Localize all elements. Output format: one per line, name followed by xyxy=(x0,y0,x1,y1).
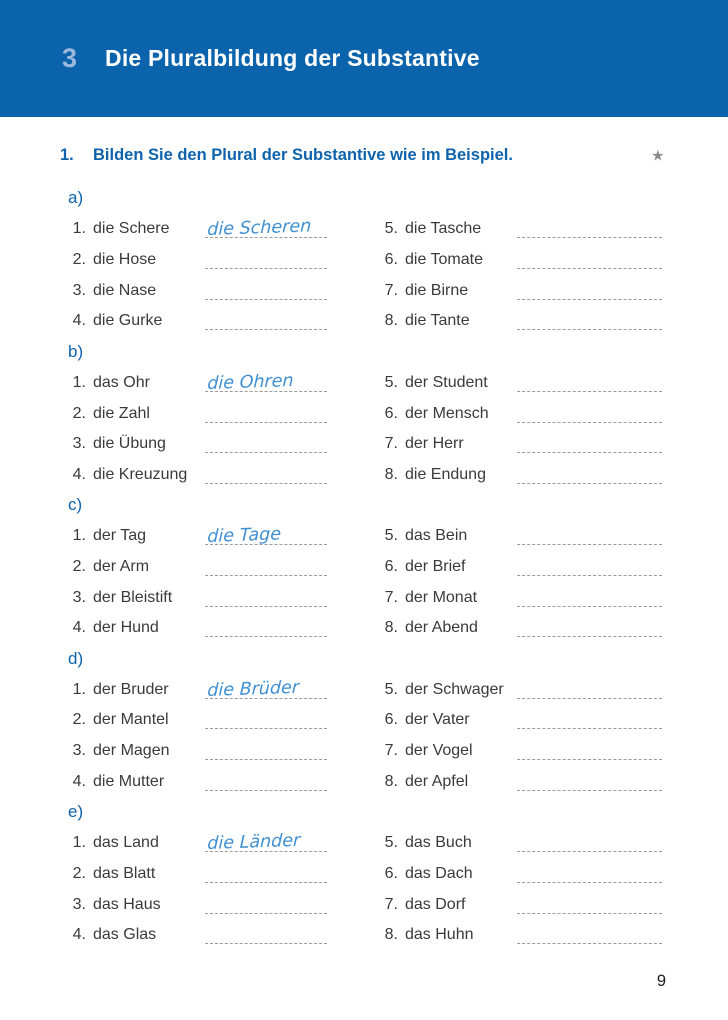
item-term: das Ohr xyxy=(93,373,150,391)
exercise-item xyxy=(372,613,662,644)
exercise-item xyxy=(60,551,327,582)
handwritten-answer: die Scheren xyxy=(207,216,312,241)
answer-blank-line xyxy=(517,581,662,607)
item-term: das Huhn xyxy=(405,926,474,944)
answer-blank-line xyxy=(517,243,662,269)
item-number: 8. xyxy=(384,465,398,483)
exercise-item xyxy=(60,613,327,644)
item-term: die Endung xyxy=(405,465,486,483)
item-term: die Birne xyxy=(405,281,469,299)
item-number: 2. xyxy=(72,711,86,729)
section-label: e) xyxy=(68,802,84,822)
item-number: 4. xyxy=(72,312,86,330)
item-term: der Mensch xyxy=(405,404,489,422)
exercise-item xyxy=(60,275,327,306)
item-number: 4. xyxy=(72,772,86,790)
item-term: die Hose xyxy=(93,251,157,269)
handwritten-answer: die Ohren xyxy=(207,370,294,394)
item-number: 4. xyxy=(72,465,86,483)
item-number: 1. xyxy=(72,680,86,698)
handwritten-answer: die Länder xyxy=(207,830,301,855)
answer-blank-line xyxy=(517,857,662,883)
difficulty-star-icon: ★ xyxy=(651,146,665,165)
item-number: 4. xyxy=(72,926,86,944)
item-term: die Kreuzung xyxy=(93,465,188,483)
answer-blank-line xyxy=(517,734,662,760)
item-term: der Brief xyxy=(405,557,466,575)
item-term: die Gurke xyxy=(93,312,163,330)
exercise-item xyxy=(372,735,662,766)
item-term: das Land xyxy=(93,834,159,852)
item-term: der Tag xyxy=(93,527,147,545)
item-term: das Blatt xyxy=(93,864,156,882)
exercise-item xyxy=(60,705,327,736)
item-term: der Bruder xyxy=(93,680,169,698)
item-number: 8. xyxy=(384,619,398,637)
exercise-number: 1. xyxy=(60,146,74,164)
chapter-title: Die Pluralbildung der Substantive xyxy=(105,45,480,71)
answer-blank-line xyxy=(517,765,662,791)
exercise-item xyxy=(60,521,327,552)
item-number: 5. xyxy=(384,527,398,545)
answer-blank-line xyxy=(517,366,662,392)
item-term: der Apfel xyxy=(405,772,469,790)
item-number: 7. xyxy=(384,742,398,760)
exercise-section xyxy=(60,183,662,336)
section-grid xyxy=(60,367,662,490)
chapter-header-band xyxy=(0,0,728,117)
item-term: die Nase xyxy=(93,281,157,299)
exercise-sections xyxy=(60,183,662,950)
exercise-item xyxy=(60,367,327,398)
item-term: die Zahl xyxy=(93,404,150,422)
answer-blank-line xyxy=(517,305,662,331)
exercise-item xyxy=(372,889,662,920)
exercise-item xyxy=(372,275,662,306)
chapter-number: 3 xyxy=(62,43,78,73)
answer-blank-line xyxy=(517,888,662,914)
exercise-item xyxy=(372,551,662,582)
item-number: 7. xyxy=(384,435,398,453)
item-term: die Übung xyxy=(93,435,166,453)
item-term: der Student xyxy=(405,373,488,391)
answer-blank-line xyxy=(205,826,327,855)
answer-blank-line xyxy=(517,919,662,945)
answer-blank-line xyxy=(517,274,662,300)
exercise-item xyxy=(60,429,327,460)
exercise-item xyxy=(372,306,662,337)
answer-blank-line xyxy=(517,704,662,730)
exercise-item xyxy=(372,582,662,613)
item-term: der Hund xyxy=(93,619,159,637)
exercise-item xyxy=(60,766,327,797)
item-term: die Tomate xyxy=(405,251,483,269)
exercise-item xyxy=(60,858,327,889)
item-number: 1. xyxy=(72,527,86,545)
item-term: der Magen xyxy=(93,742,170,760)
item-term: der Monat xyxy=(405,588,478,606)
exercise-item xyxy=(372,705,662,736)
exercise-item xyxy=(372,920,662,951)
item-term: die Schere xyxy=(93,220,170,238)
answer-blank-line xyxy=(205,612,327,638)
item-number: 1. xyxy=(72,834,86,852)
exercise-item xyxy=(372,827,662,858)
item-number: 2. xyxy=(72,557,86,575)
item-number: 6. xyxy=(384,711,398,729)
item-term: der Arm xyxy=(93,557,150,575)
exercise-item xyxy=(60,306,327,337)
exercise-item xyxy=(372,367,662,398)
exercise-item xyxy=(372,429,662,460)
exercise-item xyxy=(372,766,662,797)
answer-blank-line xyxy=(517,458,662,484)
item-number: 3. xyxy=(72,895,86,913)
section-label: a) xyxy=(68,188,84,208)
section-grid xyxy=(60,214,662,337)
item-number: 2. xyxy=(72,251,86,269)
answer-blank-line xyxy=(205,397,327,423)
exercise-section xyxy=(60,643,662,796)
answer-blank-line xyxy=(205,734,327,760)
answer-blank-line xyxy=(205,428,327,454)
exercise-item xyxy=(372,214,662,245)
item-number: 6. xyxy=(384,404,398,422)
item-number: 7. xyxy=(384,281,398,299)
item-number: 8. xyxy=(384,926,398,944)
item-term: der Vater xyxy=(405,711,470,729)
answer-blank-line xyxy=(205,857,327,883)
item-number: 2. xyxy=(72,404,86,422)
answer-blank-line xyxy=(517,612,662,638)
answer-blank-line xyxy=(517,673,662,699)
item-number: 6. xyxy=(384,251,398,269)
exercise-section xyxy=(60,490,662,643)
answer-blank-line xyxy=(205,673,327,699)
handwritten-answer: die Brüder xyxy=(207,677,300,701)
item-term: der Mantel xyxy=(93,711,169,729)
item-term: die Mutter xyxy=(93,772,165,790)
item-term: das Dorf xyxy=(405,895,466,913)
exercise-item xyxy=(372,244,662,275)
item-number: 5. xyxy=(384,680,398,698)
answer-blank-line xyxy=(205,520,327,546)
item-number: 2. xyxy=(72,864,86,882)
item-number: 7. xyxy=(384,895,398,913)
answer-blank-line xyxy=(205,704,327,730)
answer-blank-line xyxy=(517,550,662,576)
item-term: das Bein xyxy=(405,527,468,545)
exercise-item xyxy=(60,582,327,613)
exercise-item xyxy=(60,398,327,429)
exercise-item xyxy=(60,827,327,858)
answer-blank-line xyxy=(205,243,327,269)
section-grid xyxy=(60,827,662,950)
handwritten-answer: die Tage xyxy=(207,524,282,548)
exercise-item xyxy=(372,521,662,552)
item-number: 6. xyxy=(384,557,398,575)
answer-blank-line xyxy=(517,213,662,239)
answer-blank-line xyxy=(205,550,327,576)
exercise-header xyxy=(60,146,664,165)
item-number: 1. xyxy=(72,220,86,238)
exercise-item xyxy=(60,735,327,766)
section-label: b) xyxy=(68,341,84,361)
exercise-item xyxy=(60,674,327,705)
item-number: 7. xyxy=(384,588,398,606)
item-number: 3. xyxy=(72,742,86,760)
answer-blank-line xyxy=(205,458,327,484)
page-number: 9 xyxy=(656,972,666,990)
item-number: 3. xyxy=(72,281,86,299)
item-term: der Herr xyxy=(405,435,464,453)
answer-blank-line xyxy=(205,888,327,914)
item-number: 8. xyxy=(384,312,398,330)
item-number: 5. xyxy=(384,834,398,852)
exercise-section xyxy=(60,797,662,950)
exercise-item xyxy=(60,889,327,920)
item-number: 5. xyxy=(384,373,398,391)
item-term: das Haus xyxy=(93,895,161,913)
section-grid xyxy=(60,674,662,797)
item-term: das Dach xyxy=(405,864,473,882)
item-term: die Tasche xyxy=(405,220,482,238)
exercise-item xyxy=(60,920,327,951)
item-number: 8. xyxy=(384,772,398,790)
item-term: das Glas xyxy=(93,926,157,944)
item-term: das Buch xyxy=(405,834,472,852)
item-term: die Tante xyxy=(405,312,470,330)
item-number: 1. xyxy=(72,373,86,391)
exercise-item xyxy=(372,858,662,889)
item-term: der Vogel xyxy=(405,742,473,760)
item-term: der Abend xyxy=(405,619,478,637)
answer-blank-line xyxy=(205,305,327,331)
answer-blank-line xyxy=(205,765,327,791)
exercise-instruction: Bilden Sie den Plural der Substantive wie im Beispiel. xyxy=(93,146,513,164)
item-term: der Schwager xyxy=(405,680,504,698)
item-term: der Bleistift xyxy=(93,588,173,606)
answer-blank-line xyxy=(517,826,662,852)
exercise-item xyxy=(372,398,662,429)
exercise-item xyxy=(60,244,327,275)
exercise-item xyxy=(60,214,327,245)
answer-blank-line xyxy=(205,366,327,392)
answer-blank-line xyxy=(205,919,327,945)
section-label: c) xyxy=(68,495,83,515)
exercise-item xyxy=(372,459,662,490)
item-number: 3. xyxy=(72,435,86,453)
exercise-section xyxy=(60,336,662,489)
answer-blank-line xyxy=(205,581,327,607)
item-number: 6. xyxy=(384,864,398,882)
exercise-item xyxy=(372,674,662,705)
answer-blank-line xyxy=(205,274,327,300)
answer-blank-line xyxy=(517,520,662,546)
answer-blank-line xyxy=(517,397,662,423)
item-number: 5. xyxy=(384,220,398,238)
item-number: 3. xyxy=(72,588,86,606)
exercise-item xyxy=(60,459,327,490)
answer-blank-line xyxy=(517,428,662,454)
section-label: d) xyxy=(68,648,84,668)
answer-blank-line xyxy=(205,213,327,239)
section-grid xyxy=(60,521,662,644)
item-number: 4. xyxy=(72,619,86,637)
